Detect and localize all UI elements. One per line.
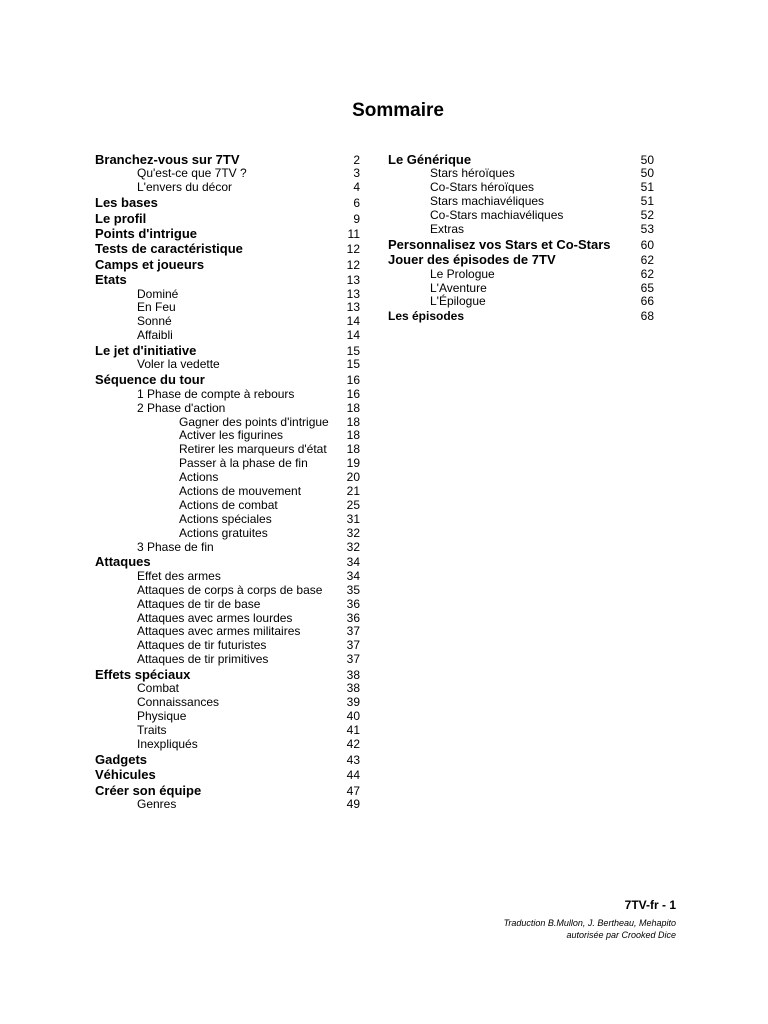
toc-entry-page: 14: [346, 314, 360, 329]
toc-section-entry: [95, 241, 360, 256]
toc-section-entry: [95, 783, 360, 798]
toc-entry-title: Gadgets: [95, 751, 148, 767]
toc-subsection-entry: [95, 639, 360, 653]
toc-entry-title: Co-Stars machiavéliques: [430, 208, 564, 223]
toc-entry-title: Personnalisez vos Stars et Co-Stars: [388, 236, 611, 252]
toc-entry-page: 44: [346, 768, 360, 783]
toc-entry-page: 35: [346, 582, 360, 597]
toc-entry-page: 16: [346, 373, 360, 388]
toc-subsection-entry: [95, 388, 360, 402]
toc-entry-title: Stars machiavéliques: [430, 194, 545, 209]
toc-entry-page: 51: [640, 194, 654, 209]
toc-entry-page: 68: [640, 309, 654, 324]
toc-entry-title: L'Aventure: [430, 280, 487, 295]
toc-entry-page: 37: [346, 652, 360, 667]
toc-subsection-entry: [95, 584, 360, 598]
toc-entry-title: Points d'intrigue: [95, 225, 198, 241]
toc-entry-title: Connaissances: [137, 695, 220, 710]
toc-entry-title: 2 Phase d'action: [137, 400, 226, 415]
toc-entry-page: 47: [346, 783, 360, 798]
toc-subsection-entry: [388, 295, 654, 309]
toc-entry-page: 18: [346, 428, 360, 443]
toc-entry-page: 34: [346, 555, 360, 570]
toc-subsection-entry: [95, 724, 360, 738]
toc-section-entry: [95, 752, 360, 767]
toc-entry-title: Combat: [137, 681, 180, 696]
toc-entry-page: 36: [346, 610, 360, 625]
toc-subsection-entry: [95, 416, 360, 430]
toc-subsection-entry: [95, 288, 360, 302]
toc-subsection-entry: [95, 485, 360, 499]
toc-entry-title: Effet des armes: [137, 568, 221, 583]
toc-entry-title: Qu'est-ce que 7TV ?: [137, 166, 247, 181]
toc-subsection-entry: [388, 209, 654, 223]
toc-entry-title: Dominé: [137, 286, 179, 301]
toc-entry-title: Attaques de tir de base: [137, 596, 261, 611]
toc-entry-page: 19: [346, 456, 360, 471]
toc-entry-title: Le jet d'initiative: [95, 343, 197, 359]
toc-entry-page: 9: [353, 211, 360, 226]
toc-entry-page: 40: [346, 709, 360, 724]
toc-entry-title: 1 Phase de compte à rebours: [137, 386, 295, 401]
toc-entry-title: 3 Phase de fin: [137, 539, 214, 554]
toc-subsection-entry: [95, 301, 360, 315]
toc-entry-title: Actions spéciales: [179, 511, 272, 526]
toc-entry-page: 20: [346, 470, 360, 485]
toc-entry-title: Passer à la phase de fin: [179, 456, 308, 471]
toc-right-column: [388, 152, 654, 325]
toc-subsection-entry: [95, 696, 360, 710]
toc-entry-title: Voler la vedette: [137, 357, 220, 372]
toc-section-entry: [95, 667, 360, 682]
toc-subsection-entry: [95, 315, 360, 329]
toc-entry-title: Retirer les marqueurs d'état: [179, 442, 327, 457]
toc-subsection-entry: [388, 195, 654, 209]
toc-entry-page: 62: [640, 266, 654, 281]
page-title: Sommaire: [352, 100, 444, 121]
toc-section-entry: [95, 257, 360, 272]
toc-subsection-entry: [388, 167, 654, 181]
toc-entry-page: 18: [346, 414, 360, 429]
toc-entry-title: L'envers du décor: [137, 180, 233, 195]
toc-entry-page: 50: [640, 166, 654, 181]
toc-entry-page: 38: [346, 668, 360, 683]
toc-entry-page: 38: [346, 681, 360, 696]
page-number: 7TV-fr - 1: [624, 898, 676, 912]
toc-entry-title: Créer son équipe: [95, 782, 202, 798]
toc-subsection-entry: [95, 653, 360, 667]
toc-entry-page: 13: [346, 286, 360, 301]
toc-entry-title: Attaques: [95, 554, 151, 570]
toc-entry-title: Extras: [430, 221, 465, 236]
toc-section-entry: [388, 309, 654, 324]
toc-entry-page: 60: [640, 237, 654, 252]
toc-entry-page: 36: [346, 596, 360, 611]
toc-entry-page: 18: [346, 400, 360, 415]
toc-entry-title: Le profil: [95, 210, 147, 226]
toc-entry-title: Gagner des points d'intrigue: [179, 414, 329, 429]
toc-entry-page: 6: [353, 196, 360, 211]
toc-entry-page: 66: [640, 294, 654, 309]
toc-entry-page: 49: [346, 797, 360, 812]
toc-entry-title: Les bases: [95, 195, 158, 211]
toc-entry-title: Actions: [179, 470, 219, 485]
toc-section-entry: [388, 152, 654, 167]
toc-entry-title: Attaques avec armes lourdes: [137, 610, 293, 625]
toc-entry-title: Jouer des épisodes de 7TV: [388, 252, 556, 268]
toc-entry-page: 12: [346, 257, 360, 272]
toc-entry-page: 13: [346, 300, 360, 315]
credit-line: autorisée par Crooked Dice: [566, 930, 676, 940]
toc-entry-page: 41: [346, 723, 360, 738]
toc-section-entry: [95, 272, 360, 287]
toc-entry-page: 16: [346, 386, 360, 401]
toc-entry-page: 52: [640, 208, 654, 223]
toc-subsection-entry: [95, 738, 360, 752]
toc-entry-title: Physique: [137, 709, 187, 724]
toc-entry-page: 39: [346, 695, 360, 710]
toc-entry-title: Tests de caractéristique: [95, 241, 243, 257]
toc-subsection-entry: [95, 457, 360, 471]
toc-section-entry: [388, 252, 654, 267]
toc-section-entry: [95, 226, 360, 241]
toc-subsection-entry: [95, 181, 360, 195]
toc-entry-title: Stars héroïques: [430, 166, 515, 181]
toc-entry-page: 15: [346, 344, 360, 359]
toc-section-entry: [95, 195, 360, 210]
toc-subsection-entry: [95, 471, 360, 485]
toc-left-column: [95, 152, 360, 812]
toc-entry-title: Effets spéciaux: [95, 667, 191, 683]
toc-section-entry: [95, 554, 360, 569]
toc-entry-page: 21: [346, 483, 360, 498]
toc-entry-page: 32: [346, 539, 360, 554]
toc-subsection-entry: [95, 541, 360, 555]
toc-entry-title: Branchez-vous sur 7TV: [95, 152, 240, 167]
toc-section-entry: [95, 372, 360, 387]
toc-subsection-entry: [95, 798, 360, 812]
toc-subsection-entry: [95, 443, 360, 457]
toc-entry-title: L'Épilogue: [430, 294, 486, 309]
toc-section-entry: [95, 343, 360, 358]
page-footer: [504, 897, 676, 941]
toc-entry-page: 51: [640, 180, 654, 195]
toc-entry-page: 42: [346, 737, 360, 752]
toc-entry-title: Activer les figurines: [179, 428, 284, 443]
credit-line: Traduction B.Mullon, J. Bertheau, Mehapito: [503, 918, 676, 928]
toc-subsection-entry: [95, 598, 360, 612]
toc-entry-title: Le Prologue: [430, 266, 495, 281]
toc-entry-title: Attaques avec armes militaires: [137, 624, 301, 639]
toc-subsection-entry: [95, 527, 360, 541]
toc-subsection-entry: [95, 612, 360, 626]
toc-entry-page: 18: [346, 442, 360, 457]
toc-subsection-entry: [388, 268, 654, 282]
toc-entry-page: 3: [353, 166, 360, 181]
toc-subsection-entry: [95, 625, 360, 639]
toc-entry-title: Etats: [95, 272, 127, 288]
toc-subsection-entry: [388, 181, 654, 195]
toc-entry-page: 11: [347, 226, 360, 241]
toc-entry-page: 25: [346, 497, 360, 512]
toc-entry-title: Sonné: [137, 314, 172, 329]
toc-subsection-entry: [95, 710, 360, 724]
toc-subsection-entry: [388, 282, 654, 296]
toc-entry-title: Attaques de corps à corps de base: [137, 582, 323, 597]
toc-entry-title: Les épisodes: [388, 309, 465, 324]
toc-entry-page: 50: [640, 153, 654, 167]
toc-subsection-entry: [95, 499, 360, 513]
toc-entry-title: Affaibli: [137, 328, 173, 343]
toc-entry-page: 14: [346, 328, 360, 343]
toc-subsection-entry: [95, 329, 360, 343]
toc-section-entry: [95, 767, 360, 782]
toc-section-entry: [95, 211, 360, 226]
toc-entry-page: 43: [346, 752, 360, 767]
toc-subsection-entry: [95, 682, 360, 696]
toc-entry-page: 34: [346, 568, 360, 583]
toc-entry-page: 31: [346, 511, 360, 526]
toc-subsection-entry: [95, 513, 360, 527]
toc-entry-page: 12: [346, 242, 360, 257]
toc-entry-title: Actions de combat: [179, 497, 278, 512]
toc-section-entry: [95, 152, 360, 167]
toc-entry-page: 15: [346, 357, 360, 372]
toc-entry-title: Camps et joueurs: [95, 256, 205, 272]
toc-entry-page: 2: [353, 153, 360, 167]
toc-section-entry: [388, 237, 654, 252]
toc-entry-page: 13: [346, 273, 360, 288]
toc-entry-title: Véhicules: [95, 767, 156, 783]
toc-entry-title: Actions de mouvement: [179, 483, 302, 498]
toc-entry-page: 65: [640, 280, 654, 295]
toc-entry-page: 32: [346, 525, 360, 540]
toc-subsection-entry: [95, 429, 360, 443]
toc-subsection-entry: [95, 402, 360, 416]
toc-entry-title: Inexpliqués: [137, 737, 198, 752]
toc-entry-title: Attaques de tir futuristes: [137, 638, 267, 653]
toc-entry-title: Attaques de tir primitives: [137, 652, 269, 667]
toc-entry-page: 4: [353, 180, 360, 195]
toc-subsection-entry: [95, 358, 360, 372]
toc-entry-page: 37: [346, 638, 360, 653]
toc-entry-title: Traits: [137, 723, 167, 738]
toc-subsection-entry: [388, 223, 654, 237]
toc-subsection-entry: [95, 167, 360, 181]
toc-entry-page: 62: [640, 253, 654, 268]
toc-entry-title: Séquence du tour: [95, 372, 205, 388]
toc-subsection-entry: [95, 570, 360, 584]
toc-entry-title: Actions gratuites: [179, 525, 268, 540]
toc-entry-page: 37: [346, 624, 360, 639]
toc-entry-page: 53: [640, 221, 654, 236]
toc-entry-title: Le Générique: [388, 152, 472, 167]
toc-entry-title: Co-Stars héroïques: [430, 180, 535, 195]
toc-entry-title: Genres: [137, 797, 177, 812]
toc-entry-title: En Feu: [137, 300, 176, 315]
